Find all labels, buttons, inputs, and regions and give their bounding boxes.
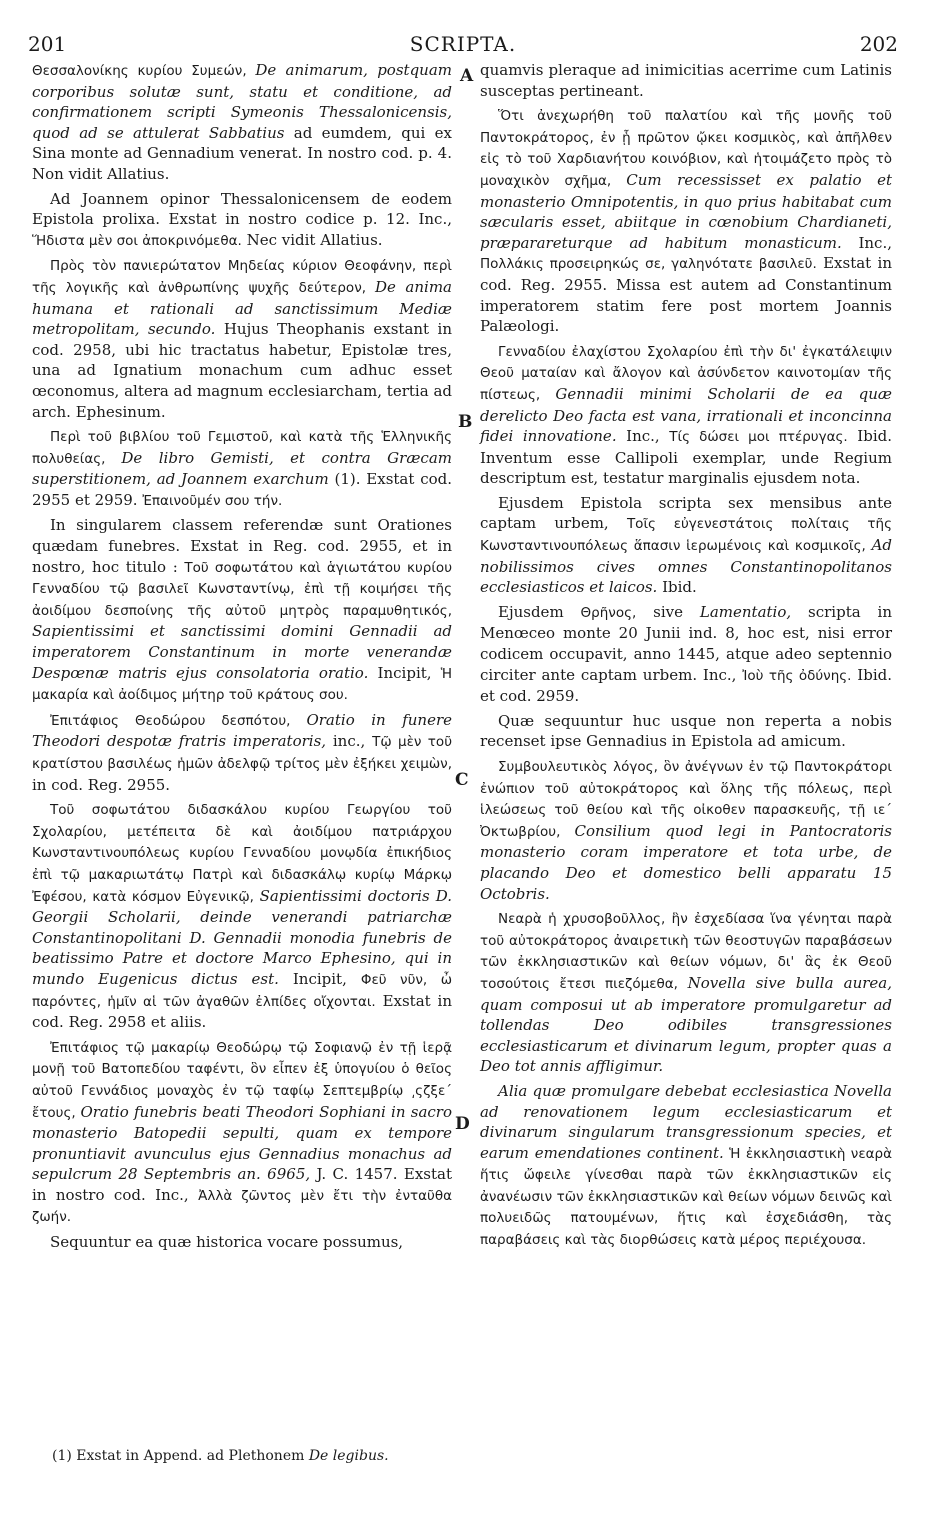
greek-text: Φεῦ νῦν, ὦ παρόντες, ἡμῖν αἱ τῶν ἀγαθῶν ἐλπίδες οἴχονται.: [32, 971, 452, 1010]
paragraph: [480, 60, 892, 101]
greek-text: Ἀλλὰ ζῶντος μὲν ἔτι τὴν ἐνταῦθα ζωήν.: [32, 1187, 452, 1226]
latin-title: De libro Gemisti, et contra Græcam superstitionem, ad Joannem exarchum: [32, 448, 452, 489]
paragraph: [32, 799, 452, 1033]
greek-text: Τοῖς εὐγενεστάτοις πολίταις τῆς Κωνσταντινουπόλεως ἅπασιν ἱερωμένοις καὶ κοσμικοῖς,: [480, 516, 892, 555]
page-number-right: 202: [859, 32, 898, 56]
body-text: Inc.,: [616, 427, 670, 446]
latin-title: Novella sive bulla aurea, quam composui ut ab imperatore promulgaretur ad tollendas Deo odibiles transgressiones ecclesiasticarum et divinarum legum, propter quas a Deo tot annis affligimur.: [480, 973, 892, 1076]
latin-title: De anima humana et rationali ad sanctissimum Mediæ metropolitam, secundo.: [32, 277, 452, 339]
latin-title: Alia quæ promulgare debebat ecclesiastica Novella ad renovationem legum ecclesiasticarum et divinarum singularum transgressionum species, et earum emendationes continent.: [480, 1081, 892, 1162]
section-marker-a: A: [460, 66, 474, 86]
paragraph: [32, 189, 452, 252]
paragraph: [32, 426, 452, 511]
greek-text: Ἡ ἐκκλησιαστικὴ νεαρὰ ἥτις ὤφειλε γίνεσθαι παρὰ τῶν ἐκκλησιαστικῶν εἰς ἀνανέωσιν τῶν ἐκκλησιαστικῶν καὶ θείων νόμων δεινῶς καὶ πολυειδῶς πατουμένων, ἥτις καὶ ἐσχεδιάσθη, τὰς παραβάσεις καὶ τὰς διορθώσεις κατὰ μέρος περιέχουσα.: [480, 1145, 892, 1249]
body-text: Inc.,: [841, 233, 892, 252]
greek-text: Νεαρὰ ἡ χρυσοβοῦλλος, ἣν ἐσχεδίασα ἵνα γένηται παρὰ τοῦ αὐτοκράτορος ἀναιρετικὴ τῶν θεοστυγῶν παραβάσεων τῶν ἐκκλησιαστικῶν καὶ θείων νόμων, δι' ἃς ἐκ Θεοῦ τοσούτοις ἔτεσι πιεζόμεθα,: [480, 911, 892, 992]
paragraph: [480, 711, 892, 752]
body-text: in cod. Reg. 2955.: [32, 775, 171, 794]
paragraph: [32, 710, 452, 795]
greek-text: Ἥδιστα μὲν σοι ἀποκρινόμεθα.: [32, 232, 242, 249]
greek-text: Περὶ τοῦ βιβλίου τοῦ Γεμιστοῦ, καὶ κατὰ τῆς Ἑλληνικῆς πολυθείας,: [32, 429, 452, 467]
body-text: Incipit,: [368, 663, 441, 682]
paragraph: [480, 493, 892, 598]
greek-text: Τῷ μὲν τοῦ κρατίστου βασιλέως ἡμῶν ἀδελφῷ τρίτος μὲν ἐξήκει χειμὼν,: [32, 734, 453, 772]
body-text: Hujus Theophanis exstant in cod. 2958, ubi hic tractatus habetur, Epistolæ tres, una ad Ignatium monachum cum adhuc esset œconomus, altera ad magnum ecclesiarcham, tertia ad arch. Ephesinum.: [32, 320, 452, 421]
latin-title: Lamentatio,: [699, 602, 792, 621]
body-text: Incipit,: [278, 969, 361, 988]
section-marker-d: D: [455, 1114, 470, 1134]
greek-text: Ὅτι ἀνεχωρήθη τοῦ παλατίου καὶ τῆς μονῆς τοῦ Παντοκράτορος, ἐν ᾗ πρῶτον ᾤκει κοσμικὸς, καὶ ἀπῆλθεν εἰς τὸ τοῦ Χαρδιανήτου κοινόβιον, καὶ ἡτοιμάζετο πρὸς τὸ μοναχικὸν σχῆμα,: [480, 108, 892, 189]
latin-title: Ad nobilissimos cives omnes Constantinopolitanos ecclesiasticos et laicos.: [480, 536, 892, 597]
paragraph: [480, 908, 892, 1077]
page-number-left: 201: [28, 32, 67, 56]
right-column: [480, 60, 892, 1251]
body-text: quamvis pleraque ad inimicitias acerrime cum Latinis susceptas pertineant.: [480, 61, 892, 100]
running-header: [26, 32, 900, 60]
section-marker-c: C: [455, 770, 469, 790]
body-text: Quæ sequuntur huc usque non reperta a nobis recenset ipse Gennadius in Epistola ad amicum.: [480, 711, 892, 751]
latin-title: Oratio funebris beati Theodori Sophiani in sacro monasterio Batopedii sepulti, quam ex tempore pronuntiavit avunculus ejus Gennadius monachus ad sepulcrum 28 Septembris an. 6965,: [32, 1102, 452, 1184]
body-text: ad eumdem, qui ex Sina monte ad Gennadium venerat. In nostro cod. p. 4. Non vidit Allatius.: [32, 123, 452, 183]
paragraph: [480, 105, 892, 337]
paragraph: [32, 1232, 452, 1253]
body-text: Ibid. et cod. 2959.: [480, 665, 892, 706]
body-text: scripta in Menœceo monte 20 Junii ind. 8, hoc est, nisi error codicem occupavit, anno 1445, atque adeo septennio circiter ante captam urbem. Inc.,: [480, 602, 892, 684]
body-text: sive: [636, 602, 700, 621]
body-text: Ejusdem Epistola scripta sex mensibus ante captam urbem,: [480, 493, 892, 533]
body-text: Exstat in cod. Reg. 2955. Missa est autem ad Constantinum imperatorem statim fere post mortem Joannis Palæologi.: [480, 254, 892, 336]
body-text: inc.,: [326, 732, 373, 751]
paragraph: [480, 1081, 892, 1251]
greek-text: Συμβουλευτικὸς λόγος, ὃν ἀνέγνων ἐν τῷ Παντοκράτορι ἐνώπιον τοῦ αὐτοκράτορος καὶ ὅλης τῆς πόλεως, περὶ ἱλεώσεως τοῦ θείου καὶ τῆς οἰκοθεν παρασκευῆς, τῇ ιε΄ Ὀκτωβρίου,: [480, 759, 892, 840]
section-marker-b: B: [458, 412, 473, 432]
left-column: [32, 60, 452, 1253]
latin-title: De animarum, postquam corporibus solutæ sunt, statu et conditione, ad confirmationem scripti Symeonis Thessalonicensis, quod ad se attulerat Sabbatius: [32, 61, 452, 142]
greek-text: Τοῦ σοφωτάτου διδασκάλου κυρίου Γεωργίου τοῦ Σχολαρίου, μετέπειτα δὲ καὶ ἀοιδίμου πατριάρχου Κωνσταντινουπόλεως κυρίου Γενναδίου μονῳδία ἐπικήδιος ἐπὶ τῷ μακαριωτάτῳ Πατρὶ καὶ διδασκάλῳ κυρίῳ Μάρκῳ Ἐφέσου, κατὰ κόσμον Εὐγενικῷ,: [32, 802, 452, 905]
latin-title: Sapientissimi et sanctissimi domini Gennadii ad imperatorem Constantinum in morte venerandæ Despœnæ matris ejus consolatoria oratio.: [32, 622, 452, 682]
latin-title: Gennadii minimi Scholarii de ea quæ derelicto Deo facta est vana, irrationali et inconcinna fidei innovatione.: [480, 384, 892, 446]
paragraph: [32, 255, 452, 422]
body-text: Ibid.: [657, 578, 697, 597]
body-text: In singularem classem referendæ sunt Orationes quædam funebres. Exstat in Reg. cod. 2955, et in nostro, hoc titulo :: [32, 516, 452, 576]
footnote-text: Exstat in Append. ad Plethonem: [71, 1448, 309, 1464]
body-text: (1). Exstat cod. 2955 et 2959.: [32, 470, 452, 509]
greek-text: Θρῆνος,: [580, 604, 637, 621]
latin-title: Cum recessisset ex palatio et monasterio Omnipotentis, in quo prius habitabat cum sæcularis esset, abiitque in cœnobium Chardianeti, præparareturque ad habitum monasticum.: [480, 170, 892, 252]
latin-title: Sapientissimi doctoris D. Georgii Scholarii, deinde venerandi patriarchæ Constantinopolitani D. Gennadii monodia funebris de beatissimo Patre et doctore Marco Ephesino, qui in mundo Eugenicus dictus est.: [32, 886, 453, 988]
body-text: Ad Joannem opinor Thessalonicensem de eodem Epistola prolixa. Exstat in nostro codice p. 12. Inc.,: [32, 189, 452, 229]
paragraph: [480, 341, 892, 489]
footnote-italic: De legibus.: [308, 1448, 389, 1464]
paragraph: [32, 1037, 452, 1228]
greek-text: Τοῦ σοφωτάτου καὶ ἁγιωτάτου κυρίου Γενναδίου τῷ βασιλεῖ Κωνσταντίνῳ, ἐπὶ τῇ κοιμήσει τῆς ἀοιδίμου δεσποίνης τῆς αὐτοῦ μητρὸς παραμυθητικός,: [32, 559, 453, 619]
paragraph: [32, 60, 452, 185]
body-text: Exstat in cod. Reg. 2958 et aliis.: [32, 991, 452, 1032]
paragraph: [480, 756, 892, 904]
greek-text: Θεσσαλονίκης κυρίου Συμεών,: [32, 63, 256, 79]
greek-text: Ἐπιτάφιος τῷ μακαρίῳ Θεοδώρῳ τῷ Σοφιανῷ ἐν τῇ ἱερᾷ μονῇ τοῦ Βατοπεδίου ταφέντι, ὃν εἶπεν ἐξ ὑπογυίου ὁ θεῖος αὐτοῦ Γεννάδιος μοναχὸς ἐν τῷ ταφίῳ Σεπτεμβρίῳ ͵ςζξε΄ ἔτους,: [32, 1039, 452, 1121]
body-text: Nec vidit Allatius.: [241, 230, 383, 249]
paragraph: [480, 602, 892, 707]
greek-text: Τίς δώσει μοι πτέρυγας.: [669, 429, 848, 446]
footnote-mark: (1): [52, 1448, 72, 1464]
latin-title: Oratio in funere Theodori despotæ fratris imperatoris,: [32, 710, 452, 751]
greek-text: Ἐπαινοῦμέν σου τήν.: [142, 492, 283, 509]
body-text: Ibid. Inventum esse Callipoli exemplar, unde Regium descriptum est, testatur marginalis ejusdem nota.: [480, 427, 893, 488]
latin-title: Consilium quod legi in Pantocratoris monasterio coram imperatore et tota urbe, de placando Deo et domestico belli apparatu 15 Octobris.: [480, 821, 892, 903]
footnote: [52, 1448, 389, 1464]
greek-text: Ἡ μακαρία καὶ ἀοίδιμος μήτηρ τοῦ κράτους σου.: [32, 665, 453, 704]
greek-text: Πολλάκις προσειρηκώς σε, γαληνότατε βασιλεῦ.: [480, 256, 817, 273]
body-text: J. C. 1457. Exstat in nostro cod. Inc.,: [32, 1165, 453, 1204]
body-text: Ejusdem: [498, 602, 581, 621]
body-text: Sequuntur ea quæ historica vocare possumus,: [50, 1233, 404, 1252]
greek-text: Πρὸς τὸν πανιερώτατον Μηδείας κύριον Θεοφάνην, περὶ τῆς λογικῆς καὶ ἀνθρωπίνης ψυχῆς δεύτερον,: [32, 258, 452, 296]
running-title: SCRIPTA.: [409, 32, 517, 56]
paragraph: [32, 515, 452, 705]
greek-text: Ἐπιτάφιος Θεοδώρου δεσπότου,: [50, 712, 307, 729]
greek-text: Γενναδίου ἐλαχίστου Σχολαρίου ἐπὶ τὴν δι' ἐγκατάλειψιν Θεοῦ ματαίαν καὶ ἄλογον καὶ ἀσύνδετον καινοτομίαν τῆς πίστεως,: [480, 343, 892, 403]
greek-text: Ἰοὺ τῆς ὀδύνης.: [742, 667, 852, 684]
